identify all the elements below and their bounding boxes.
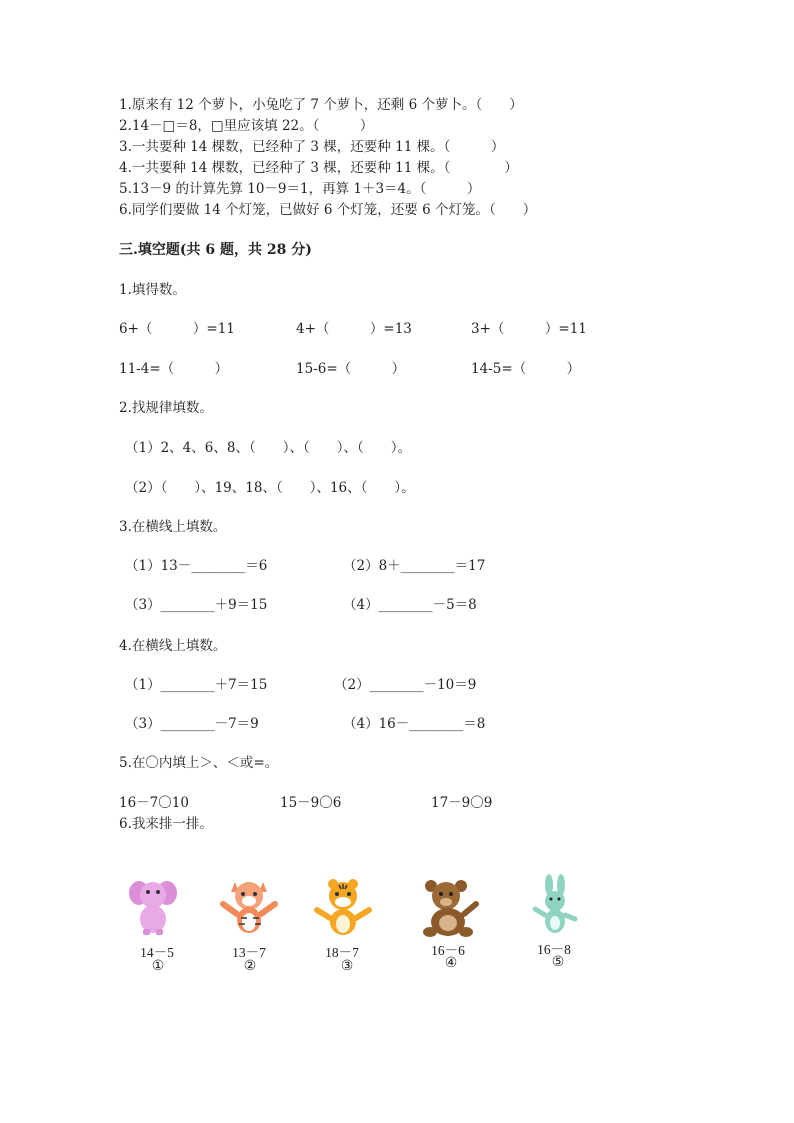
q2-line-2: （2）（ ）、19、18、（ ）、16、（ ）。 [125, 480, 415, 496]
q1-row1-b: 4+（ ）=13 [296, 321, 412, 337]
q2-title: 2.找规律填数。 [119, 400, 213, 416]
q1-row2-b: 15-6=（ ） [296, 361, 406, 377]
q5-item-1: 16－7〇10 [119, 795, 189, 811]
q1-row2-c: 14-5=（ ） [471, 361, 581, 377]
q4-item-1: （1）________＋7＝15 [125, 677, 268, 693]
animal-expr-1: 14－5 [140, 945, 174, 960]
q3-item-4: （4）________－5＝8 [343, 597, 477, 613]
elephant-icon [128, 875, 178, 937]
tiger-icon [312, 876, 374, 938]
q5-title: 5.在〇内填上＞、＜或=。 [119, 755, 279, 771]
bear-icon [418, 878, 480, 938]
q3-item-2: （2）8＋________＝17 [343, 558, 486, 574]
q3-item-1: （1）13－________＝6 [125, 558, 268, 574]
animal-expr-5: 16－8 [537, 942, 571, 957]
judge-item-2: 2.14－□＝8，□里应该填 22。（ ） [119, 118, 374, 134]
animal-expr-2: 13－7 [232, 945, 266, 960]
q4-item-2: （2）________－10＝9 [334, 677, 477, 693]
animal-number-4: ④ [444, 955, 458, 971]
q1-row1-a: 6+（ ）=11 [119, 321, 235, 337]
judge-item-3: 3.一共要种 14 棵数，已经种了 3 棵，还要种 11 棵。（ ） [119, 139, 505, 155]
judge-item-1: 1.原来有 12 个萝卜，小兔吃了 7 个萝卜，还剩 6 个萝卜。（ ） [119, 97, 523, 113]
animal-expr-4: 16－6 [431, 943, 465, 958]
q1-title: 1.填得数。 [119, 282, 186, 298]
judge-item-6: 6.同学们要做 14 个灯笼，已做好 6 个灯笼，还要 6 个灯笼。（ ） [119, 202, 537, 218]
judge-item-5: 5.13－9 的计算先算 10－9＝1，再算 1＋3＝4。（ ） [119, 181, 481, 197]
section-title: 三.填空题(共 6 题，共 28 分) [119, 242, 312, 258]
q6-title: 6.我来排一排。 [119, 816, 213, 832]
animal-number-1: ① [151, 958, 165, 974]
q1-row2-a: 11-4=（ ） [119, 361, 229, 377]
rabbit-icon [531, 873, 579, 939]
q5-item-3: 17－9〇9 [431, 795, 493, 811]
q3-title: 3.在横线上填数。 [119, 519, 227, 535]
animal-number-3: ③ [340, 958, 354, 974]
q1-row1-c: 3+（ ）=11 [471, 321, 587, 337]
q4-item-4: （4）16－________＝8 [343, 716, 486, 732]
q5-item-2: 15－9〇6 [280, 795, 342, 811]
judge-item-4: 4.一共要种 14 棵数，已经种了 3 棵，还要种 11 棵。（ ） [119, 160, 518, 176]
q3-item-3: （3）________＋9＝15 [125, 597, 268, 613]
q2-line-1: （1）2、4、6、8、（ ）、（ ）、（ ）。 [125, 440, 411, 456]
q4-item-3: （3）________－7＝9 [125, 716, 259, 732]
q4-title: 4.在横线上填数。 [119, 638, 227, 654]
animal-number-5: ⑤ [551, 954, 565, 970]
animal-expr-3: 18－7 [325, 945, 359, 960]
tiger-cub-icon [217, 874, 281, 938]
animal-number-2: ② [243, 958, 257, 974]
